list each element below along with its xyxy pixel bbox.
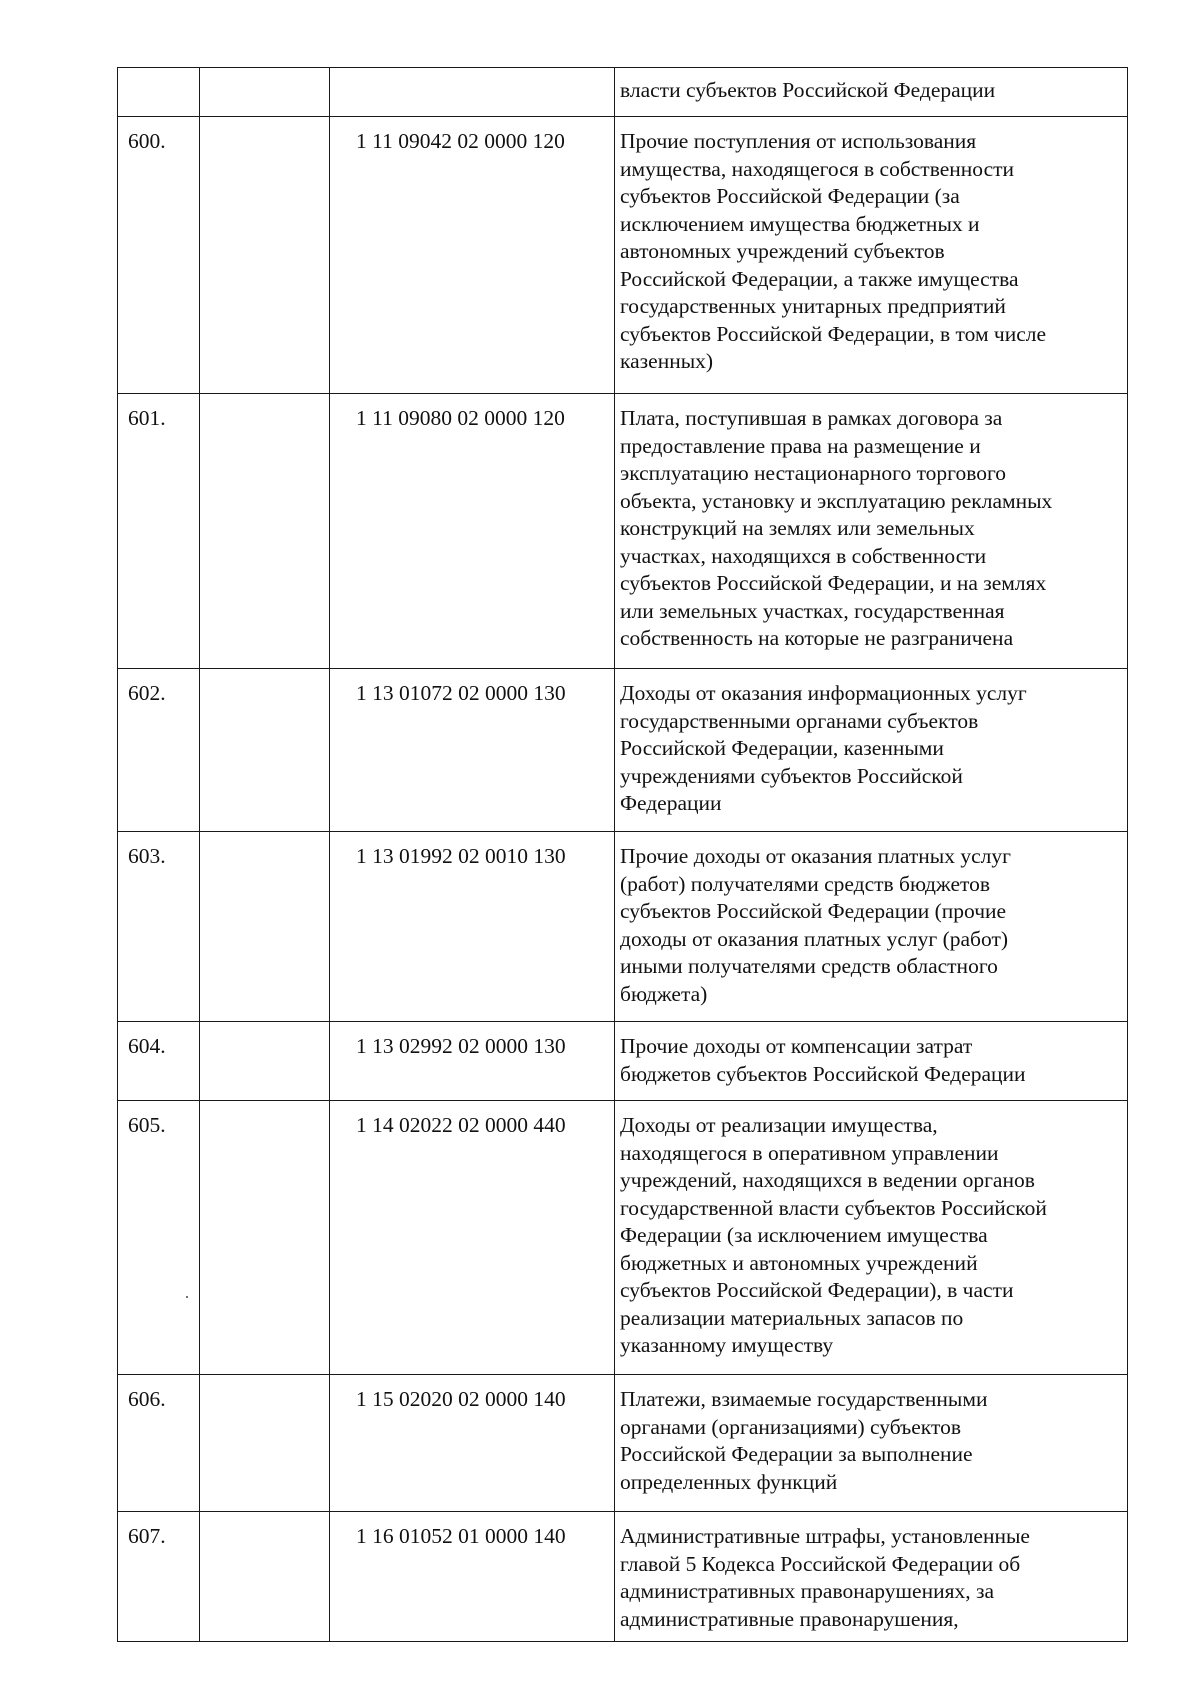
row-number: 601. bbox=[118, 394, 200, 669]
description-line: административные правонарушения, bbox=[620, 1606, 959, 1631]
budget-classification-code: 1 15 02020 02 0000 140 bbox=[330, 1375, 615, 1512]
description-line: доходы от оказания платных услуг (работ) bbox=[620, 926, 1009, 951]
administrator-code-cell bbox=[200, 669, 330, 832]
income-description bbox=[615, 832, 1128, 1022]
description-line: находящегося в оперативном управлении bbox=[620, 1140, 999, 1165]
administrator-code-cell bbox=[200, 1101, 330, 1375]
description-line: власти субъектов Российской Федерации bbox=[620, 78, 996, 102]
description-line: собственность на которые не разграничена bbox=[620, 626, 1014, 650]
description-line: государственных унитарных предприятий bbox=[620, 294, 1006, 318]
description-line: субъектов Российской Федерации, и на землях bbox=[620, 571, 1047, 595]
description-line: Платежи, взимаемые государственными bbox=[620, 1387, 988, 1411]
description-line: имущества, находящегося в собственности bbox=[620, 156, 1015, 181]
income-description bbox=[615, 394, 1128, 669]
budget-classification-code: 1 16 01052 01 0000 140 bbox=[330, 1512, 615, 1642]
budget-classification-code: 1 13 02992 02 0000 130 bbox=[330, 1022, 615, 1101]
administrator-code-cell bbox=[200, 1375, 330, 1512]
description-line: конструкций на землях или земельных bbox=[620, 516, 975, 540]
budget-classification-code: 1 13 01992 02 0010 130 bbox=[330, 832, 615, 1022]
description-line: объекта, установку и эксплуатацию рекламных bbox=[620, 488, 1053, 513]
administrator-code-cell bbox=[200, 832, 330, 1022]
row-number: 604. bbox=[118, 1022, 200, 1101]
budget-code-table bbox=[117, 67, 1128, 1642]
description-line: главой 5 Кодекса Российской Федерации об bbox=[620, 1551, 1021, 1576]
description-line: Российской Федерации за выполнение bbox=[620, 1442, 973, 1466]
table-row bbox=[118, 117, 1128, 394]
budget-classification-code bbox=[330, 68, 615, 117]
table-row bbox=[118, 669, 1128, 832]
description-line: органами (организациями) субъектов bbox=[620, 1414, 961, 1439]
row-number bbox=[118, 68, 200, 117]
description-line: или земельных участках, государственная bbox=[620, 598, 1005, 623]
description-line: государственными органами субъектов bbox=[620, 708, 979, 733]
description-line: Прочие поступления от использования bbox=[620, 129, 977, 153]
administrator-code-cell bbox=[200, 1022, 330, 1101]
table-row bbox=[118, 832, 1128, 1022]
description-line: Прочие доходы от компенсации затрат bbox=[620, 1034, 973, 1058]
budget-classification-code: 1 11 09042 02 0000 120 bbox=[330, 117, 615, 394]
description-line: государственной власти субъектов Российской bbox=[620, 1195, 1047, 1220]
income-description bbox=[615, 68, 1128, 117]
row-number: 602. bbox=[118, 669, 200, 832]
budget-classification-code: 1 14 02022 02 0000 440 bbox=[330, 1101, 615, 1375]
budget-classification-code: 1 13 01072 02 0000 130 bbox=[330, 669, 615, 832]
description-line: автономных учреждений субъектов bbox=[620, 239, 945, 263]
table-row bbox=[118, 1375, 1128, 1512]
administrator-code-cell bbox=[200, 394, 330, 669]
income-description bbox=[615, 117, 1128, 394]
row-number: 603. bbox=[118, 832, 200, 1022]
description-line: эксплуатацию нестационарного торгового bbox=[620, 461, 1007, 485]
description-line: участках, находящихся в собственности bbox=[620, 543, 987, 568]
description-line: субъектов Российской Федерации, в том числе bbox=[620, 321, 1047, 346]
description-line: субъектов Российской Федерации), в части bbox=[620, 1278, 1014, 1302]
row-number: 605. bbox=[118, 1101, 200, 1375]
description-line: Федерации bbox=[620, 791, 722, 815]
income-description bbox=[615, 1375, 1128, 1512]
description-line: Доходы от реализации имущества, bbox=[620, 1113, 938, 1137]
description-line: определенных функций bbox=[620, 1469, 838, 1494]
description-line: Административные штрафы, установленные bbox=[620, 1524, 1030, 1548]
scan-speck bbox=[186, 1296, 188, 1298]
description-line: (работ) получателями средств бюджетов bbox=[620, 871, 991, 896]
description-line: бюджета) bbox=[620, 981, 708, 1006]
table-row bbox=[118, 1101, 1128, 1375]
table-row bbox=[118, 1022, 1128, 1101]
description-line: иными получателями средств областного bbox=[620, 954, 998, 978]
row-number: 606. bbox=[118, 1375, 200, 1512]
description-line: Прочие доходы от оказания платных услуг bbox=[620, 844, 1011, 868]
table-row bbox=[118, 394, 1128, 669]
description-line: казенных) bbox=[620, 349, 714, 373]
description-line: реализации материальных запасов по bbox=[620, 1305, 964, 1330]
income-description bbox=[615, 1101, 1128, 1375]
description-line: субъектов Российской Федерации (за bbox=[620, 184, 960, 208]
description-line: административных правонарушениях, за bbox=[620, 1579, 995, 1603]
description-line: бюджетных и автономных учреждений bbox=[620, 1250, 978, 1275]
income-description bbox=[615, 1512, 1128, 1642]
table-body bbox=[118, 68, 1128, 1642]
description-line: предоставление права на размещение и bbox=[620, 433, 981, 458]
administrator-code-cell bbox=[200, 1512, 330, 1642]
description-line: Федерации (за исключением имущества bbox=[620, 1223, 988, 1247]
row-number: 600. bbox=[118, 117, 200, 394]
description-line: учреждений, находящихся в ведении органов bbox=[620, 1168, 1035, 1192]
income-description bbox=[615, 1022, 1128, 1101]
administrator-code-cell bbox=[200, 117, 330, 394]
description-line: исключением имущества бюджетных и bbox=[620, 211, 980, 236]
income-description bbox=[615, 669, 1128, 832]
description-line: учреждениями субъектов Российской bbox=[620, 763, 963, 788]
budget-classification-code: 1 11 09080 02 0000 120 bbox=[330, 394, 615, 669]
description-line: субъектов Российской Федерации (прочие bbox=[620, 899, 1007, 923]
table-row bbox=[118, 1512, 1128, 1642]
description-line: Плата, поступившая в рамках договора за bbox=[620, 406, 1003, 430]
description-line: бюджетов субъектов Российской Федерации bbox=[620, 1061, 1026, 1086]
description-line: Российской Федерации, а также имущества bbox=[620, 266, 1019, 291]
description-line: указанному имуществу bbox=[620, 1333, 834, 1357]
description-line: Российской Федерации, казенными bbox=[620, 736, 944, 760]
table-row bbox=[118, 68, 1128, 117]
administrator-code-cell bbox=[200, 68, 330, 117]
row-number: 607. bbox=[118, 1512, 200, 1642]
description-line: Доходы от оказания информационных услуг bbox=[620, 681, 1027, 705]
